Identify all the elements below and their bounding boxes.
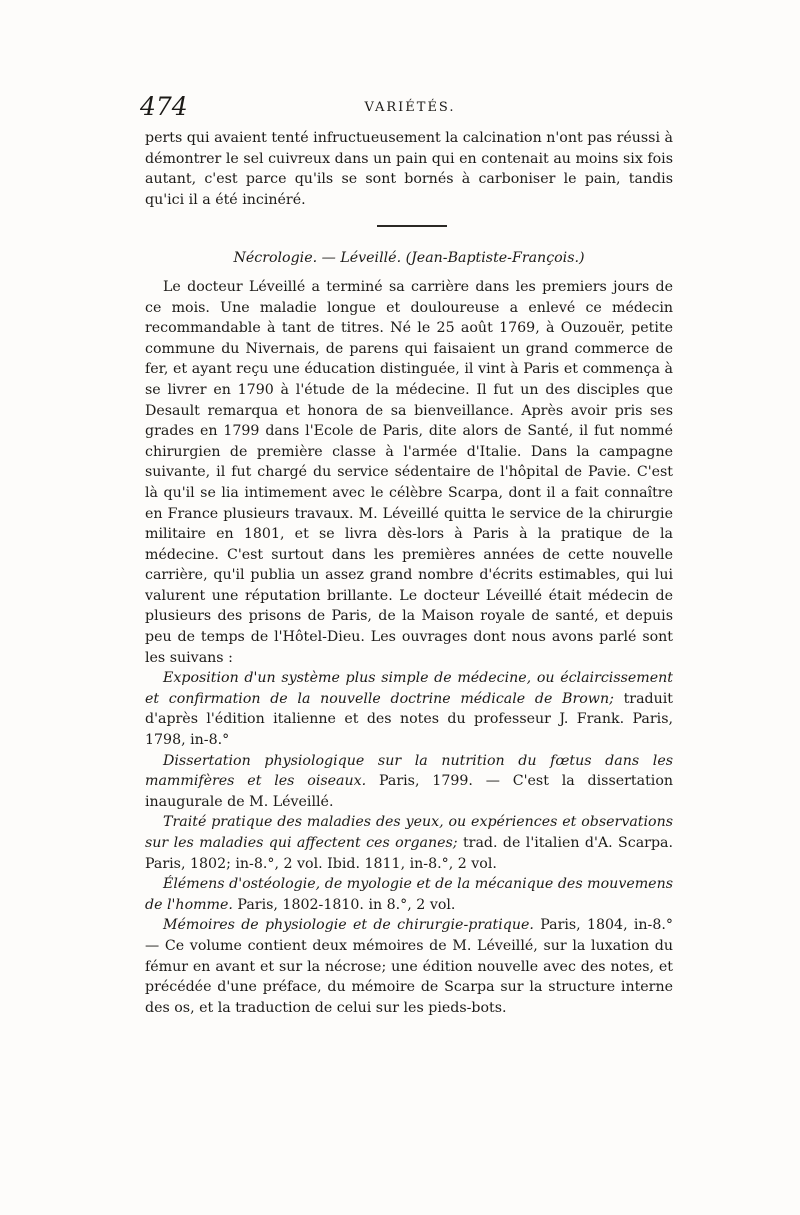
necrology-paragraph: Le docteur Léveillé a terminé sa carrière dans les premiers jours de ce mois. Une maladie longue et douloureuse a enlevé ce médecin recommandable à tant de titres. Né le 25 août 1769, à Ouzouër, petite commune du Nivernais, de parens qui faisaient un grand commerce de fer, et ayant reçu une éducation distinguée, il vint à Paris et commença à se livrer en 1790 à l'étude de la médecine. Il fut un des disciples que Desault remarqua et honora de sa bienveillance. Après avoir pris ses grades en 1799 dans l'Ecole de Paris, dite alors de Santé, il fut nommé chirurgien de première classe à l'armée d'Italie. Dans la campagne suivante, il fut chargé du service sédentaire de l'hôpital de Pavie. C'est là qu'il se lia intimement avec le célèbre Scarpa, dont il a fait connaître en France plusieurs travaux. M. Léveillé quitta le service de la chirurgie militaire en 1801, et se livra dès-lors à Paris à la pratique de la médecine. C'est surtout dans les premières années de cette nouvelle carrière, qu'il publia un assez grand nombre d'écrits estimables, qui lui valurent une réputation brillante. Le docteur Léveillé était médecin de plusieurs des prisons de Paris, de la Maison royale de santé, et depuis peu de temps de l'Hôtel-Dieu. Les ouvrages dont nous avons parlé sont les suivans : (145, 278, 673, 666)
work-entry (145, 751, 673, 813)
work-details: Paris, 1804, in-8.° — Ce volume contient deux mémoires de M. Léveillé, sur la luxation du fémur en avant et sur la nécrose; une édition nouvelle avec des notes, et précédée d'une préface, du mémoire de Scarpa sur la structure interne des os, et la traduction de celui sur les pieds-bots. (145, 917, 673, 1016)
page-header (140, 92, 680, 124)
work-title: Élémens d'ostéologie, de myologie et de la mécanique des mouvemens de l'homme. (145, 876, 673, 913)
work-title: Dissertation physiologique sur la nutrition du fœtus dans les mammifères et les oiseaux. (145, 752, 673, 790)
page-number: 474 (140, 92, 188, 121)
works-list (145, 668, 673, 1018)
work-details: traduit d'après l'édition italienne et des notes du professeur J. Frank. Paris, 1798, in-8.° (145, 690, 673, 749)
work-entry (145, 874, 673, 915)
divider-rule (377, 225, 447, 227)
work-title: Exposition d'un système plus simple de médecine, ou éclaircissement et confirmation de la nouvelle doctrine médicale de Brown; (145, 670, 673, 707)
running-head: VARIÉTÉS. (364, 100, 456, 115)
work-entry (145, 915, 673, 1018)
section-divider (145, 210, 673, 248)
work-title: Traité pratique des maladies des yeux, ou expériences et observations sur les maladies qui affectent ces organes; (145, 814, 673, 851)
body-text (145, 128, 673, 1018)
work-entry (145, 668, 673, 750)
work-entry (145, 812, 673, 874)
necrology-heading: Nécrologie. — Léveillé. (Jean-Baptiste-François.) (233, 250, 585, 267)
work-details: Paris, 1799. — C'est la dissertation inaugurale de M. Léveillé. (145, 773, 673, 810)
intro-paragraph: perts qui avaient tenté infructueusement la calcination n'ont pas réussi à démontrer le sel cuivreux dans un pain qui en contenait au moins six fois autant, c'est parce qu'ils se sont bornés à carboniser le pain, tandis qu'ici il a été incinéré. (145, 130, 673, 208)
work-details: trad. de l'italien d'A. Scarpa. Paris, 1802; in-8.°, 2 vol. Ibid. 1811, in-8.°, 2 vol. (145, 835, 673, 872)
work-details: Paris, 1802-1810. in 8.°, 2 vol. (232, 896, 456, 913)
work-title: Mémoires de physiologie et de chirurgie-pratique. (163, 917, 534, 934)
